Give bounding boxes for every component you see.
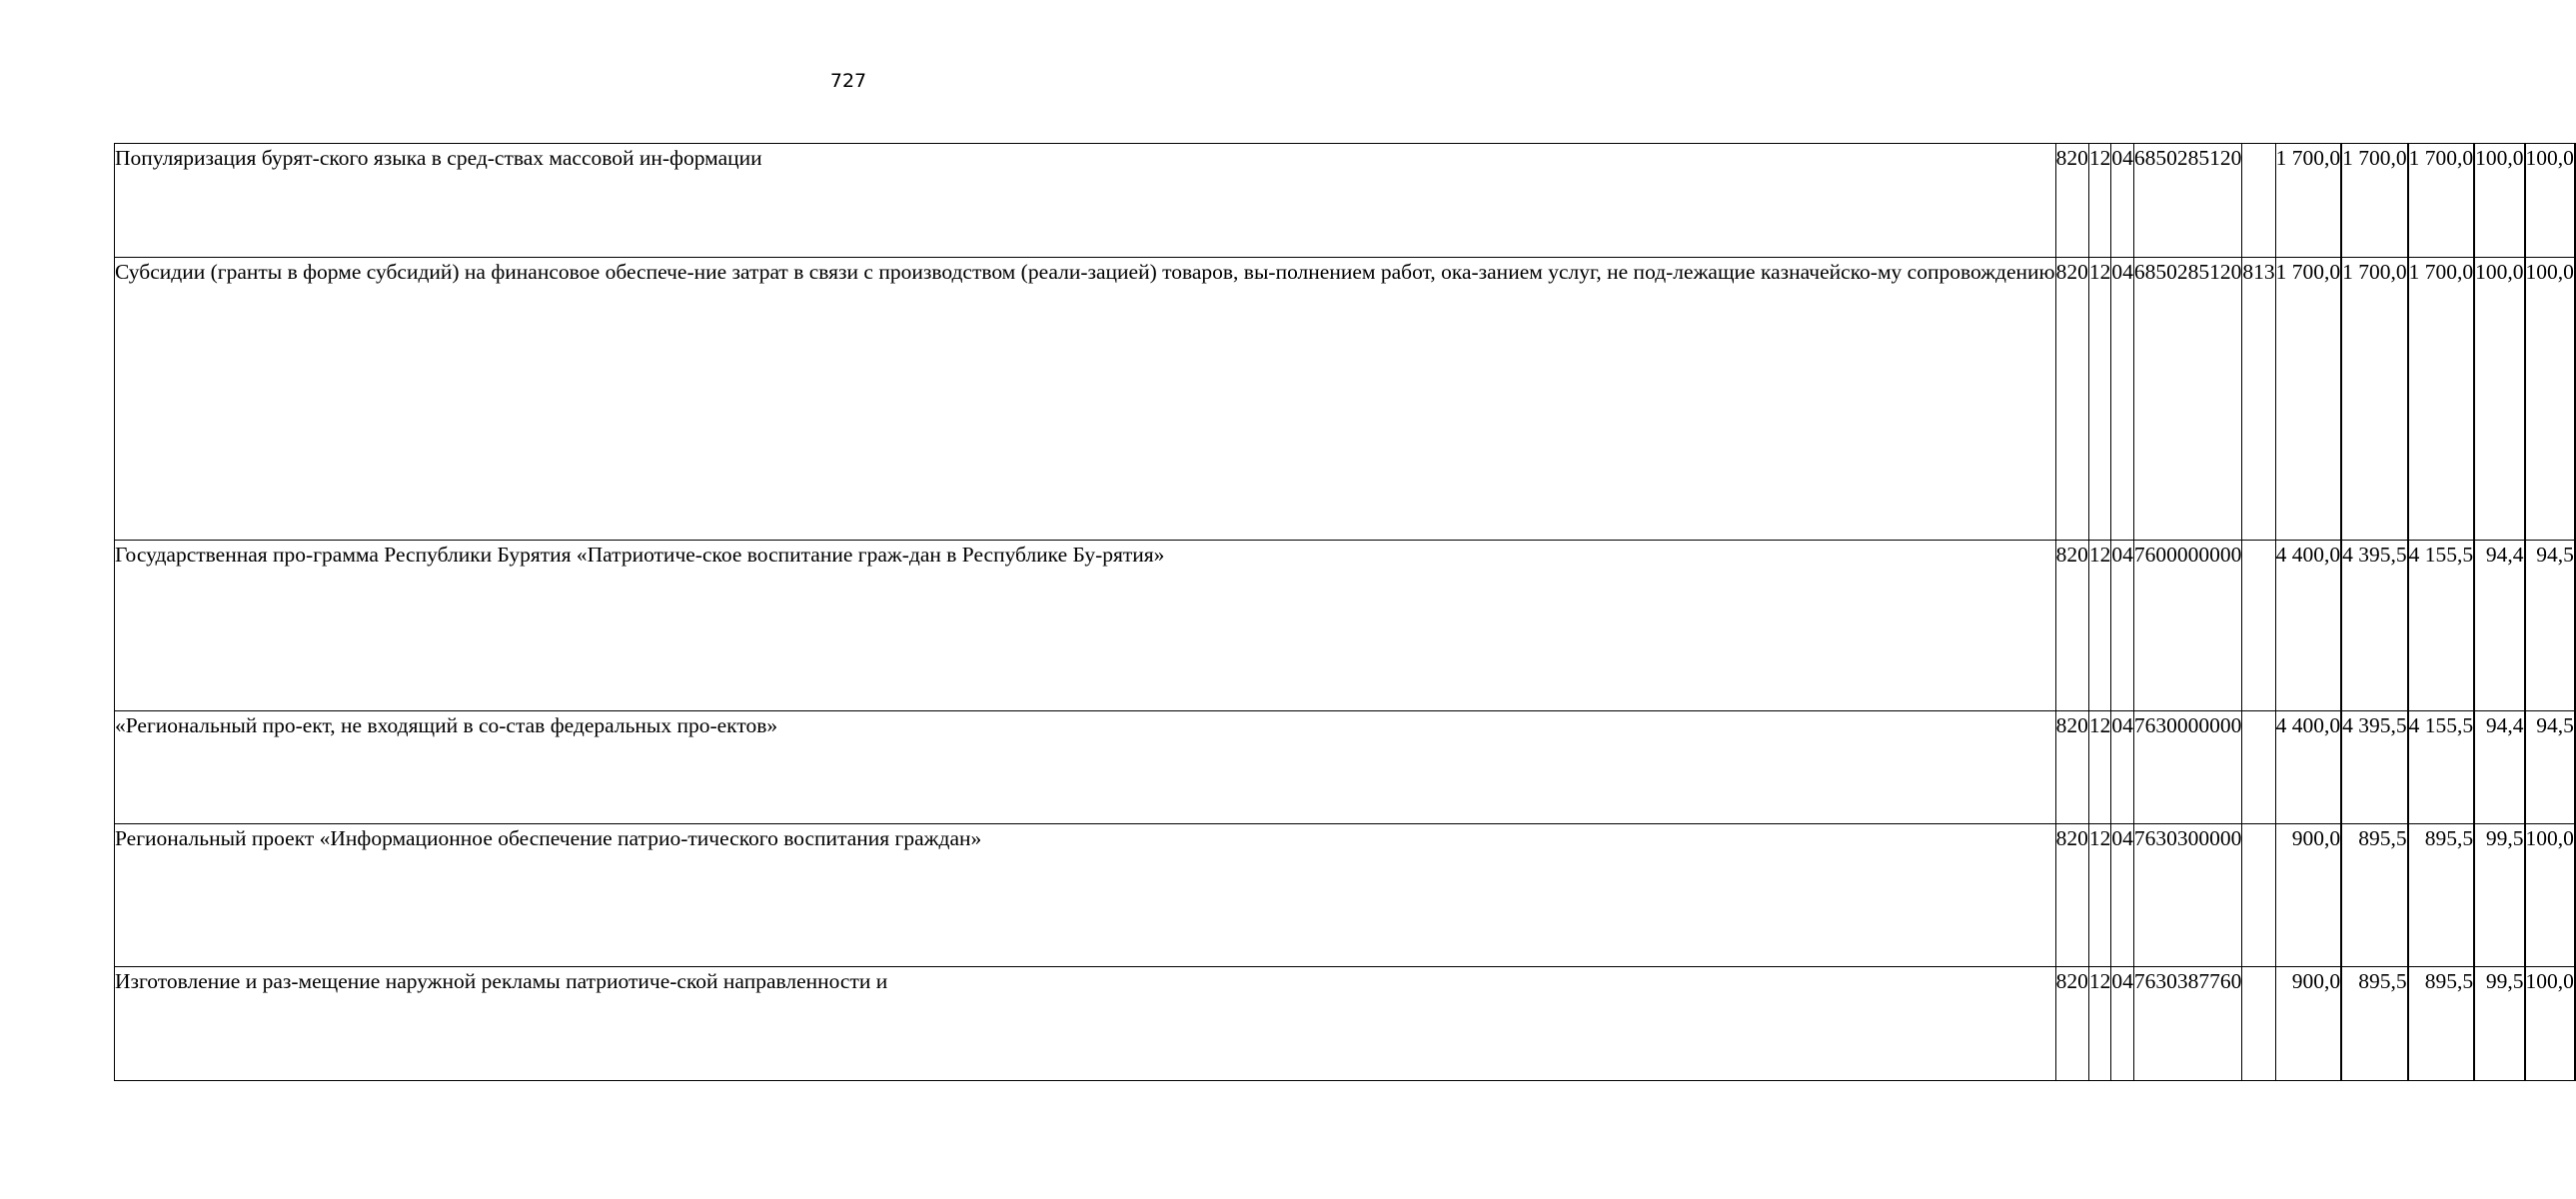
row-name-cell: Популяризация бурят-ского языка в сред-ствах массовой ин-формации: [115, 144, 2056, 258]
actual-value-cell: 1 700,0: [2408, 144, 2474, 258]
target-article-cell: 7630300000: [2133, 824, 2242, 967]
refined-plan-value-cell: 895,5: [2342, 967, 2408, 1081]
section-code-cell: 12: [2088, 258, 2111, 541]
glav-code-cell: 820: [2055, 144, 2088, 258]
actual-value-cell: 1 700,0: [2408, 258, 2474, 541]
subsection-code-cell: 04: [2111, 258, 2134, 541]
table-row: [115, 258, 2576, 541]
percent-refined-cell: 94,5: [2525, 711, 2574, 824]
percent-plan-cell: 94,4: [2475, 541, 2524, 711]
plan-value-cell: 1 700,0: [2275, 144, 2341, 258]
target-article-cell: 7630000000: [2133, 711, 2242, 824]
subsection-code-cell: 04: [2111, 967, 2134, 1081]
row-name-cell: «Региональный про-ект, не входящий в со-став федеральных про-ектов»: [115, 711, 2056, 824]
budget-table: [114, 143, 2576, 1081]
table-row: [115, 967, 2576, 1081]
section-code-cell: 12: [2088, 711, 2111, 824]
glav-code-cell: 820: [2055, 541, 2088, 711]
expense-type-cell: [2242, 541, 2275, 711]
empty-cell: [2574, 541, 2575, 711]
target-article-cell: 7630387760: [2133, 967, 2242, 1081]
row-name-cell: Изготовление и раз-мещение наружной рекламы патриотиче-ской направленности и: [115, 967, 2056, 1081]
table-row: [115, 541, 2576, 711]
percent-refined-cell: 100,0: [2525, 824, 2574, 967]
table-body: [115, 144, 2576, 1081]
percent-plan-cell: 94,4: [2475, 711, 2524, 824]
percent-refined-cell: 100,0: [2525, 144, 2574, 258]
page-number: 727: [829, 70, 867, 92]
refined-plan-value-cell: 895,5: [2342, 824, 2408, 967]
expense-type-cell: [2242, 144, 2275, 258]
refined-plan-value-cell: 1 700,0: [2342, 258, 2408, 541]
refined-plan-value-cell: 4 395,5: [2342, 711, 2408, 824]
plan-value-cell: 4 400,0: [2275, 711, 2341, 824]
empty-cell: [2574, 824, 2575, 967]
plan-value-cell: 4 400,0: [2275, 541, 2341, 711]
section-code-cell: 12: [2088, 144, 2111, 258]
expense-type-cell: [2242, 711, 2275, 824]
row-name-cell: Региональный проект «Информационное обеспечение патрио-тического воспитания граждан»: [115, 824, 2056, 967]
percent-refined-cell: 94,5: [2525, 541, 2574, 711]
target-article-cell: 6850285120: [2133, 258, 2242, 541]
actual-value-cell: 4 155,5: [2408, 711, 2474, 824]
plan-value-cell: 900,0: [2275, 967, 2341, 1081]
glav-code-cell: 820: [2055, 824, 2088, 967]
glav-code-cell: 820: [2055, 711, 2088, 824]
subsection-code-cell: 04: [2111, 824, 2134, 967]
section-code-cell: 12: [2088, 967, 2111, 1081]
subsection-code-cell: 04: [2111, 711, 2134, 824]
subsection-code-cell: 04: [2111, 144, 2134, 258]
subsection-code-cell: 04: [2111, 541, 2134, 711]
refined-plan-value-cell: 1 700,0: [2342, 144, 2408, 258]
glav-code-cell: 820: [2055, 967, 2088, 1081]
table-row: [115, 711, 2576, 824]
percent-plan-cell: 100,0: [2475, 258, 2524, 541]
percent-plan-cell: 99,5: [2475, 824, 2524, 967]
target-article-cell: 6850285120: [2133, 144, 2242, 258]
table-row: [115, 824, 2576, 967]
plan-value-cell: 1 700,0: [2275, 258, 2341, 541]
empty-cell: [2574, 711, 2575, 824]
expense-type-cell: 813: [2242, 258, 2275, 541]
expense-type-cell: [2242, 824, 2275, 967]
row-name-cell: Субсидии (гранты в форме субсидий) на финансовое обеспече-ние затрат в связи с производством (реали-зацией) товаров, вы-полнением работ, ока-занием услуг, не под-лежащие казначейско-му сопровождению: [115, 258, 2056, 541]
actual-value-cell: 895,5: [2408, 967, 2474, 1081]
section-code-cell: 12: [2088, 824, 2111, 967]
target-article-cell: 7600000000: [2133, 541, 2242, 711]
section-code-cell: 12: [2088, 541, 2111, 711]
expense-type-cell: [2242, 967, 2275, 1081]
actual-value-cell: 4 155,5: [2408, 541, 2474, 711]
glav-code-cell: 820: [2055, 258, 2088, 541]
row-name-cell: Государственная про-грамма Республики Бурятия «Патриотиче-ское воспитание граж-дан в Республике Бу-рятия»: [115, 541, 2056, 711]
table-row: [115, 144, 2576, 258]
empty-cell: [2574, 144, 2575, 258]
percent-refined-cell: 100,0: [2525, 967, 2574, 1081]
plan-value-cell: 900,0: [2275, 824, 2341, 967]
percent-plan-cell: 99,5: [2475, 967, 2524, 1081]
empty-cell: [2574, 967, 2575, 1081]
refined-plan-value-cell: 4 395,5: [2342, 541, 2408, 711]
actual-value-cell: 895,5: [2408, 824, 2474, 967]
empty-cell: [2574, 258, 2575, 541]
percent-plan-cell: 100,0: [2475, 144, 2524, 258]
percent-refined-cell: 100,0: [2525, 258, 2574, 541]
